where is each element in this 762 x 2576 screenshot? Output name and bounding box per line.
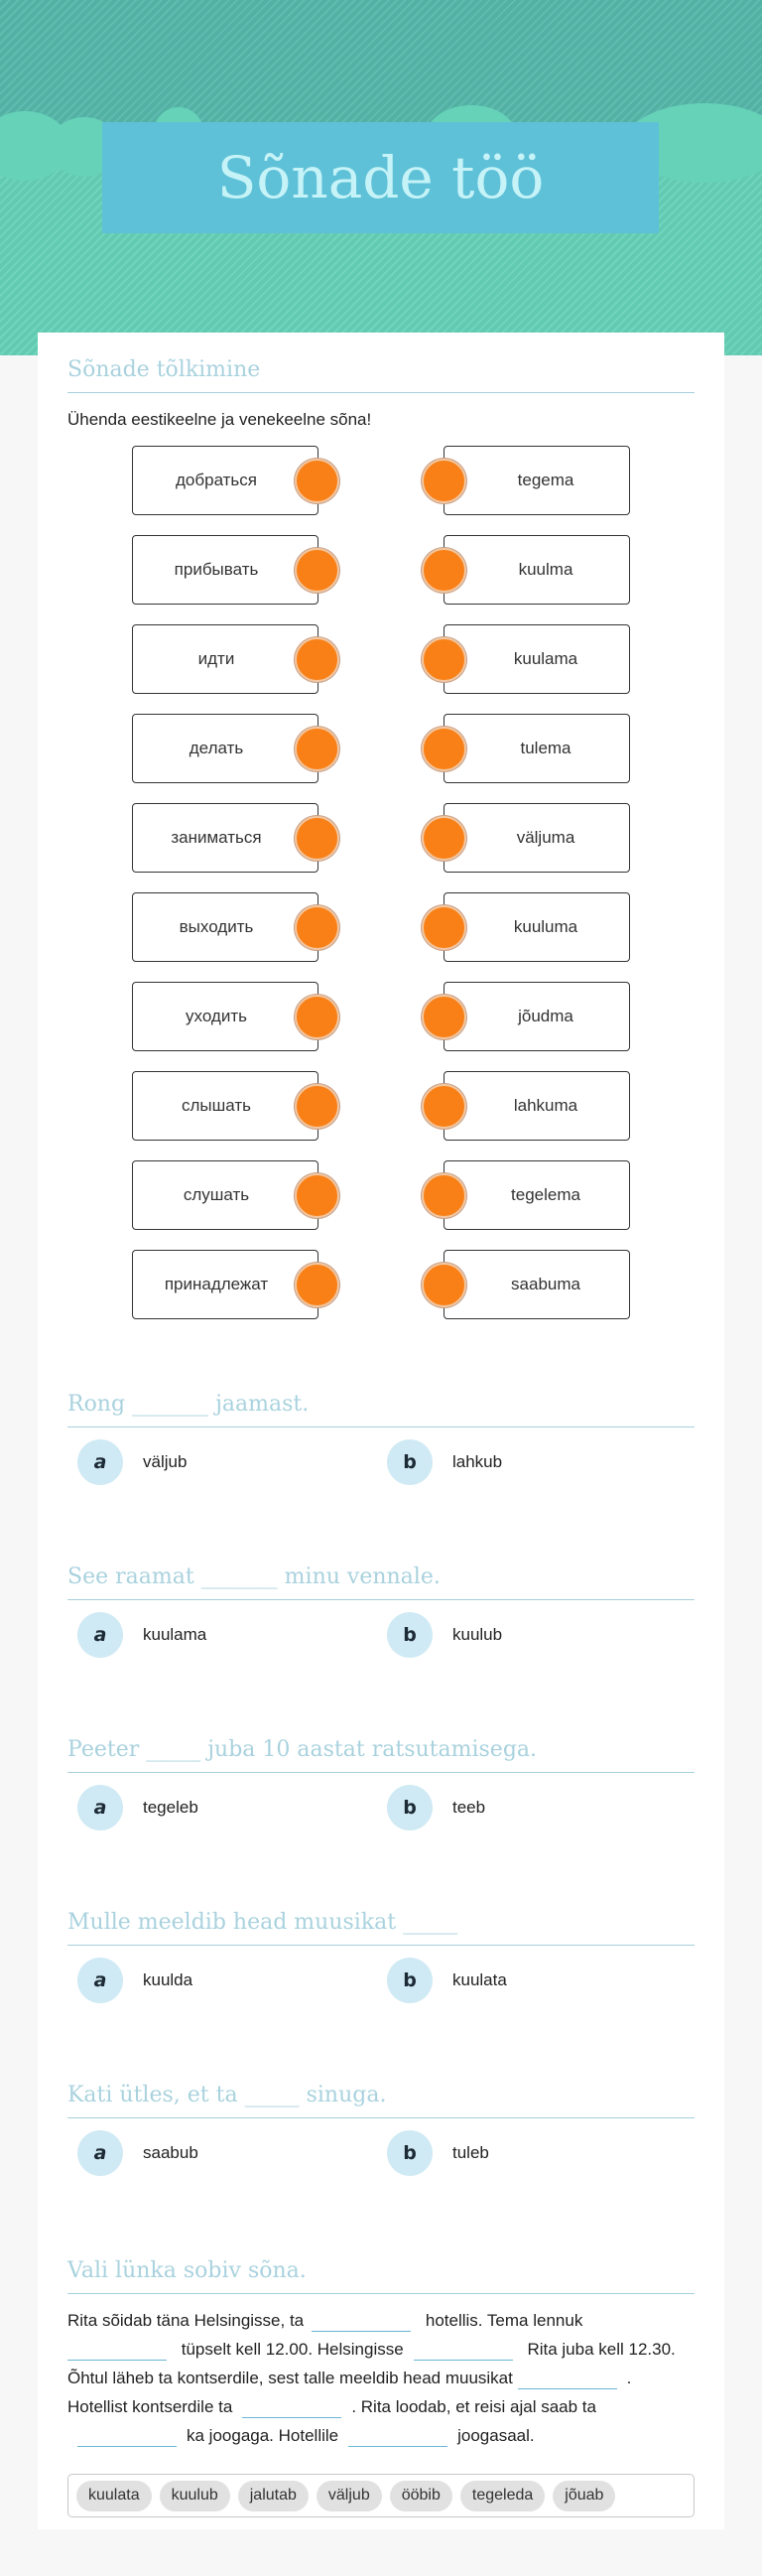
match-item-left[interactable] [132,803,318,873]
question-blank: _____ [146,1737,201,1762]
connector-dot-icon[interactable] [295,995,339,1039]
option-label: tegeleb [143,1798,198,1817]
match-item-label: уходить [186,1007,247,1025]
question-block [67,1564,695,1670]
word-chip[interactable]: kuulata [76,2481,152,2511]
answer-options [67,1946,695,2015]
question-block [67,1392,695,1497]
match-item-label: saabuma [511,1275,580,1293]
cloze-segment: hotellis. Tema lennuk [425,2311,583,2330]
match-item-label: kuuluma [513,917,578,936]
match-item-left[interactable] [132,624,318,694]
match-item-label: слышать [181,1096,251,1115]
cloze-gap[interactable] [77,2427,177,2447]
word-chip[interactable]: jalutab [238,2481,309,2511]
option-label: kuulama [143,1625,207,1644]
match-item-left[interactable] [132,1160,318,1230]
connector-dot-icon[interactable] [295,1173,339,1218]
option-b[interactable] [387,1612,502,1658]
connector-dot-icon[interactable] [422,548,466,593]
option-a[interactable] [77,2130,198,2176]
match-item-right[interactable] [444,624,630,694]
option-a[interactable] [77,1785,198,1830]
option-a[interactable] [77,1439,187,1485]
option-letter-b-icon: b [387,1439,433,1485]
matching-section-header [67,357,695,393]
option-label: kuulda [143,1970,193,1989]
page-header [0,0,762,355]
match-item-label: tegelema [511,1185,580,1204]
question-before: Mulle meeldib head muusikat [67,1910,397,1935]
cloze-segment: tüpselt kell 12.00. Helsingisse [181,2340,404,2359]
option-label: lahkub [452,1452,503,1471]
section-title: Vali lünka sobiv sõna. [67,2258,695,2294]
match-item-label: kuulma [518,560,573,579]
match-item-label: tulema [520,739,572,757]
option-label: väljub [143,1452,188,1471]
option-letter-a-icon: a [77,1958,123,2003]
question-block [67,2083,695,2188]
option-b[interactable] [387,2130,489,2176]
connector-dot-icon[interactable] [295,459,339,503]
matching-instruction: Ühenda eestikeelne ja venekeelne sõna! [67,410,372,429]
answer-options [67,1600,695,1670]
connector-dot-icon[interactable] [295,637,339,682]
match-item-right[interactable] [444,892,630,962]
cloze-gap[interactable] [518,2370,617,2389]
cloze-segment: Rita sõidab täna Helsingisse, ta [67,2311,305,2330]
connector-dot-icon[interactable] [422,459,466,503]
question-before: Peeter [67,1737,140,1762]
option-letter-a-icon: a [77,2130,123,2176]
connector-dot-icon[interactable] [422,637,466,682]
cloze-gap[interactable] [348,2427,447,2447]
cloze-section [67,2258,695,2517]
option-b[interactable] [387,1785,485,1830]
match-item-right[interactable] [444,446,630,515]
cloze-gap[interactable] [242,2398,341,2418]
match-item-label: lahkuma [513,1096,578,1115]
question-blank: _______ [200,1564,278,1589]
match-item-right[interactable] [444,1160,630,1230]
question-before: See raamat [67,1564,194,1589]
question-text [67,1737,695,1773]
cloze-segment: joogasaal. [457,2426,535,2445]
option-label: kuulub [452,1625,503,1644]
match-item-left[interactable] [132,714,318,783]
question-blank: _____ [244,2083,300,2107]
match-item-right[interactable] [444,714,630,783]
option-label: kuulata [452,1970,507,1989]
answer-options [67,2118,695,2188]
connector-dot-icon[interactable] [422,816,466,861]
question-blank: _____ [403,1910,458,1935]
cloze-segment: ka joogaga. Hotellile [187,2426,339,2445]
match-item-right[interactable] [444,1250,630,1319]
cloze-segment: Rita juba kell 12.30. Õhtul läheb ta kontserdile, sest talle meeldib head muusikat [67,2340,676,2387]
match-item-label: добраться [176,471,257,489]
cloze-segment: . Rita loodab, et reisi ajal saab ta [351,2397,596,2416]
cloze-text [67,2306,695,2450]
connector-dot-icon[interactable] [295,1263,339,1307]
word-chip[interactable]: jõuab [553,2481,615,2511]
match-item-label: jõudma [518,1007,573,1025]
connector-dot-icon[interactable] [422,1173,466,1218]
connector-dot-icon[interactable] [422,905,466,950]
connector-dot-icon[interactable] [295,548,339,593]
option-letter-b-icon: b [387,1785,433,1830]
option-letter-a-icon: a [77,1612,123,1658]
match-item-left[interactable] [132,982,318,1051]
connector-dot-icon[interactable] [422,995,466,1039]
question-block [67,1737,695,1842]
question-blank: _______ [132,1392,209,1417]
option-a[interactable] [77,1612,206,1658]
match-item-left[interactable] [132,1071,318,1141]
question-text [67,2083,695,2118]
word-chip[interactable]: väljub [317,2481,382,2511]
match-item-label: kuulama [513,649,578,668]
option-letter-b-icon: b [387,2130,433,2176]
match-item-right[interactable] [444,982,630,1051]
match-item-label: слушать [183,1185,250,1204]
question-before: Rong [67,1392,126,1417]
connector-dot-icon[interactable] [295,905,339,950]
cloze-gap[interactable] [312,2312,411,2332]
question-text [67,1564,695,1600]
question-after: minu vennale. [284,1564,441,1589]
section-title: Sõnade tõlkimine [67,357,695,393]
match-item-left[interactable] [132,1250,318,1319]
cloze-gap[interactable] [67,2341,167,2361]
match-item-right[interactable] [444,1071,630,1141]
match-item-right[interactable] [444,803,630,873]
cloze-segment: . Hotellist kontserdile ta [67,2369,632,2416]
match-item-label: väljuma [516,828,575,847]
word-chip[interactable]: tegeleda [460,2481,545,2511]
cloze-gap[interactable] [414,2341,513,2361]
connector-dot-icon[interactable] [422,1263,466,1307]
match-item-label: прибывать [174,560,259,579]
connector-dot-icon[interactable] [295,1084,339,1129]
title-banner [102,122,659,233]
option-letter-a-icon: a [77,1785,123,1830]
match-item-label: выходить [179,917,254,936]
match-item-label: идти [197,649,235,668]
connector-dot-icon[interactable] [295,816,339,861]
question-text [67,1910,695,1946]
option-a[interactable] [77,1958,192,2003]
match-item-label: заниматься [171,828,262,847]
answer-options [67,1427,695,1497]
option-letter-a-icon: a [77,1439,123,1485]
question-after: sinuga. [306,2083,387,2107]
option-label: saabub [143,2143,198,2162]
question-block [67,1910,695,2015]
match-item-left[interactable] [132,446,318,515]
connector-dot-icon[interactable] [422,727,466,771]
word-chip[interactable]: kuulub [160,2481,230,2511]
match-item-label: tegema [517,471,574,489]
question-after: juba 10 aastat ratsutamisega. [207,1737,538,1762]
worksheet-card [38,333,724,2529]
option-letter-b-icon: b [387,1612,433,1658]
option-b[interactable] [387,1439,502,1485]
option-label: teeb [452,1798,486,1817]
question-before: Kati ütles, et ta [67,2083,238,2107]
connector-dot-icon[interactable] [422,1084,466,1129]
page-title: Sõnade töö [216,144,545,211]
option-label: tuleb [452,2143,489,2162]
question-text [67,1392,695,1427]
option-letter-b-icon: b [387,1958,433,2003]
match-item-label: принадлежат [164,1275,269,1293]
option-b[interactable] [387,1958,507,2003]
match-item-left[interactable] [132,535,318,605]
answer-options [67,1773,695,1842]
word-chip[interactable]: ööbib [390,2481,452,2511]
question-after: jaamast. [215,1392,310,1417]
match-item-label: делать [189,739,244,757]
match-item-left[interactable] [132,892,318,962]
word-bank [67,2474,695,2517]
match-item-right[interactable] [444,535,630,605]
connector-dot-icon[interactable] [295,727,339,771]
